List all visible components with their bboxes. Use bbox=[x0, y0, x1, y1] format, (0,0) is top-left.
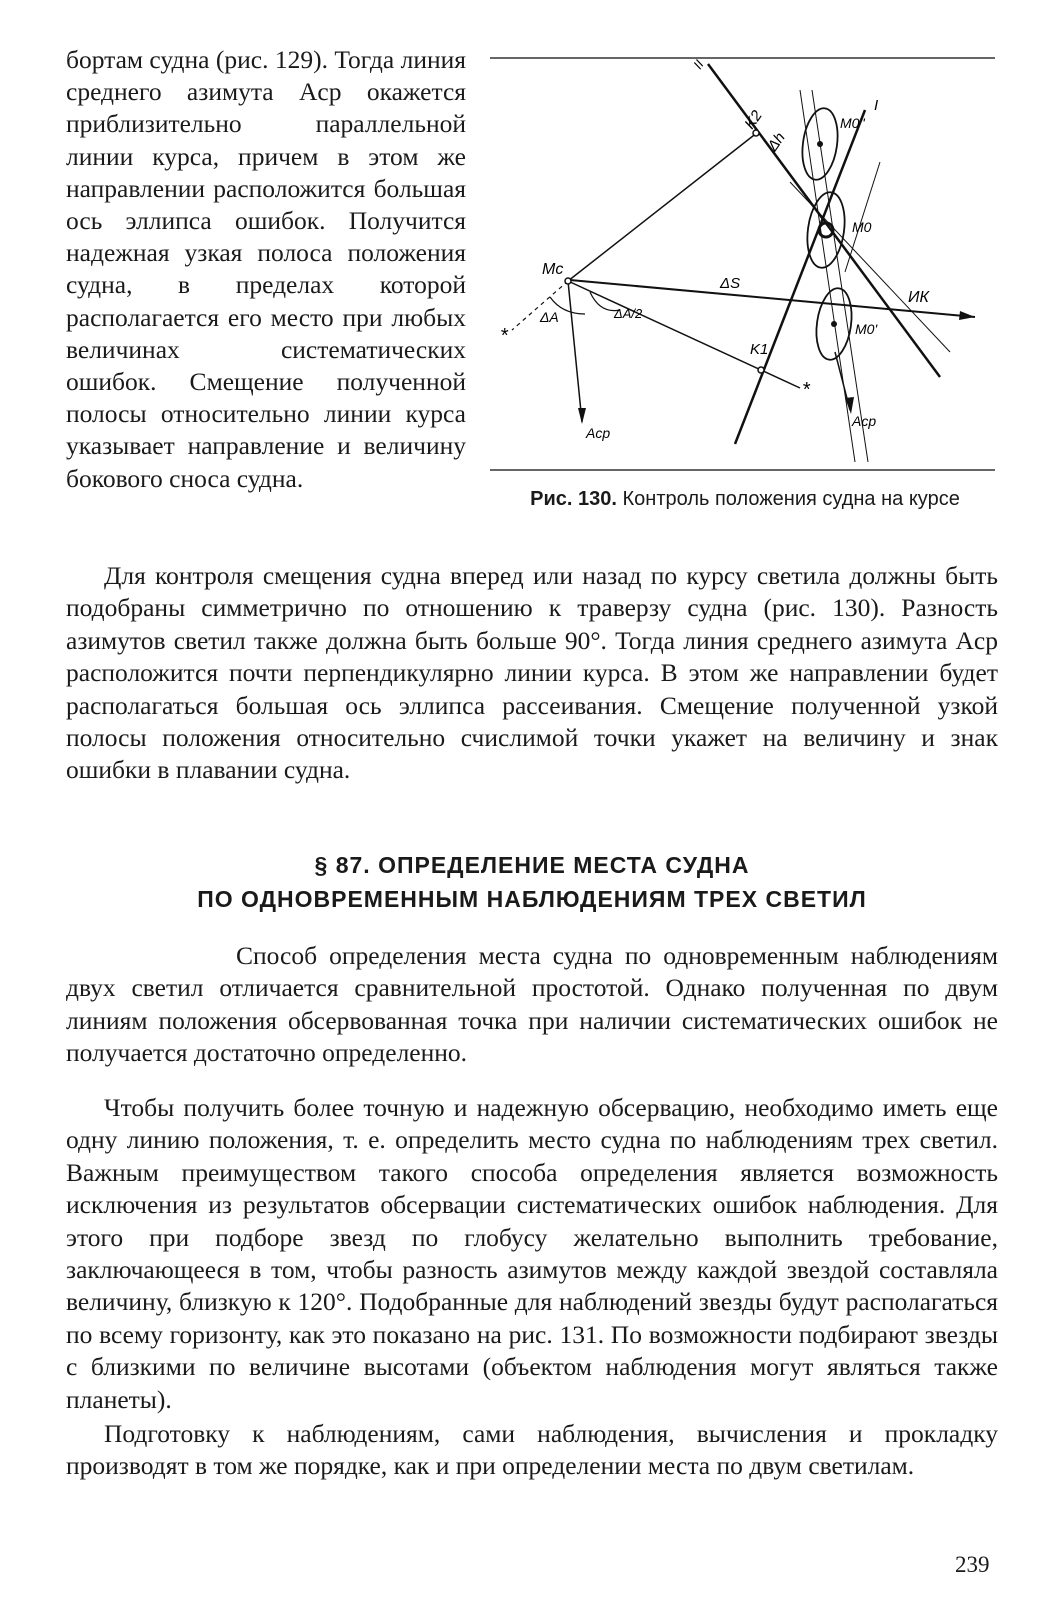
thin-line-a bbox=[800, 90, 855, 462]
paragraph-1 bbox=[66, 560, 998, 787]
paragraph-1-text: Для контроля смещения судна вперед или назад по курсу светила должны быть подобраны симметрично по отношению к траверзу судна (рис. 130). Разность азимутов светил также должна быть больше 90°. Тогда линия среднего азимута Aср расположится почти перпендикулярно линии курса. В этом же направлении будет располагаться большая ось эллипса рассеивания. Смещение полученной узкой полосы положения относительно счислимой точки укажет на величину и знак ошибки в плавании судна. bbox=[66, 561, 998, 785]
course-arrow bbox=[959, 311, 975, 320]
label-a-sr-right: Aср bbox=[852, 413, 877, 429]
point-m0-prime bbox=[831, 321, 837, 327]
label-roman-one: I bbox=[874, 97, 879, 114]
label-k2: K2 bbox=[741, 107, 766, 133]
label-delta-a-half: ΔA/2 bbox=[614, 306, 643, 321]
navigation-diagram bbox=[490, 52, 1000, 482]
label-roman-two: II bbox=[690, 57, 707, 72]
point-k1 bbox=[758, 367, 764, 373]
label-k1: K1 bbox=[750, 341, 769, 358]
label-delta-h: Δh bbox=[764, 129, 789, 155]
label-a-sr-left: Aср bbox=[586, 425, 611, 441]
star-right: * bbox=[802, 379, 810, 401]
heading-line-1: § 87. ОПРЕДЕЛЕНИЕ МЕСТА СУДНА bbox=[314, 852, 750, 878]
paragraph-2 bbox=[66, 940, 998, 1070]
paragraph-3-text: Чтобы получить более точную и надежную обсервацию, необходимо иметь еще одну линию положения, т. е. определить место судна по наблюдениям трех светил. Важным преимуществом такого способа определения является возможность исключения из результатов обсервации систематических ошибок наблюдения. Для этого при подборе звезд по глобусу желательно выполнить требование, заключающееся в том, чтобы разность азимутов между каждой звездой составляла величину, близкую к 120°. Подобранные для наблюдений звезды будут располагаться по всему горизонту, как это показано на рис. 131. По возможности подбирают звезды с близкими по величине высотами (объектом наблюдения могут являться также планеты). bbox=[66, 1093, 998, 1414]
label-m0: M0 bbox=[852, 219, 872, 235]
label-ik: ИК bbox=[908, 289, 929, 306]
paragraph-4-text: Подготовку к наблюдениям, сами наблюдения, вычисления и прокладку производят в том же порядке, как и при определении места по двум светилам. bbox=[66, 1419, 998, 1481]
paragraph-3 bbox=[66, 1092, 998, 1416]
label-delta-a: ΔA bbox=[540, 309, 559, 325]
section-heading bbox=[66, 848, 998, 916]
paragraph-2-text: Способ определения места судна по одновременным наблюдениям двух светил отличается сравнительной простотой. Однако полученная по двум линиям положения обсервованная точка при наличии систематических ошибок не получается достаточно определенно. bbox=[66, 941, 998, 1068]
star-left: * bbox=[500, 325, 508, 347]
paragraph-4 bbox=[66, 1418, 998, 1483]
left-column-text bbox=[66, 44, 466, 495]
caption-label: Рис. 130. bbox=[530, 488, 617, 510]
thin-line-d bbox=[845, 162, 880, 272]
left-column-paragraph: бортам судна (рис. 129). Тогда линия среднего азимута Aср окажется приблизительно параллельной линии курса, причем в этом же направлении расположится большая ось эллипса ошибок. Получится надежная узкая полоса положения судна, в пределах которой располагается его место при любых величинах систематических ошибок. Смещение полученной полосы относительно линии курса указывает направление и величину бокового сноса судна. bbox=[66, 45, 466, 493]
label-m0-prime: M0' bbox=[855, 321, 878, 337]
figure-caption bbox=[490, 488, 1000, 511]
label-mc: Mc bbox=[542, 261, 564, 278]
page-number: 239 bbox=[955, 1552, 990, 1577]
heading-line-2: ПО ОДНОВРЕМЕННЫМ НАБЛЮДЕНИЯМ ТРЕХ СВЕТИЛ bbox=[197, 886, 867, 912]
mean-azimuth-line-left bbox=[568, 281, 582, 422]
bearing-line-k2 bbox=[568, 132, 758, 281]
point-mc bbox=[565, 278, 571, 284]
point-m0-double bbox=[817, 141, 823, 147]
caption-text: Контроль положения судна на курсе bbox=[622, 488, 960, 510]
figure-130 bbox=[490, 52, 1000, 532]
position-line-1 bbox=[708, 64, 940, 377]
mean-azimuth-arrow-left bbox=[578, 408, 586, 424]
label-delta-s: ΔS bbox=[720, 275, 741, 292]
label-m0-double: M0'' bbox=[840, 115, 865, 131]
